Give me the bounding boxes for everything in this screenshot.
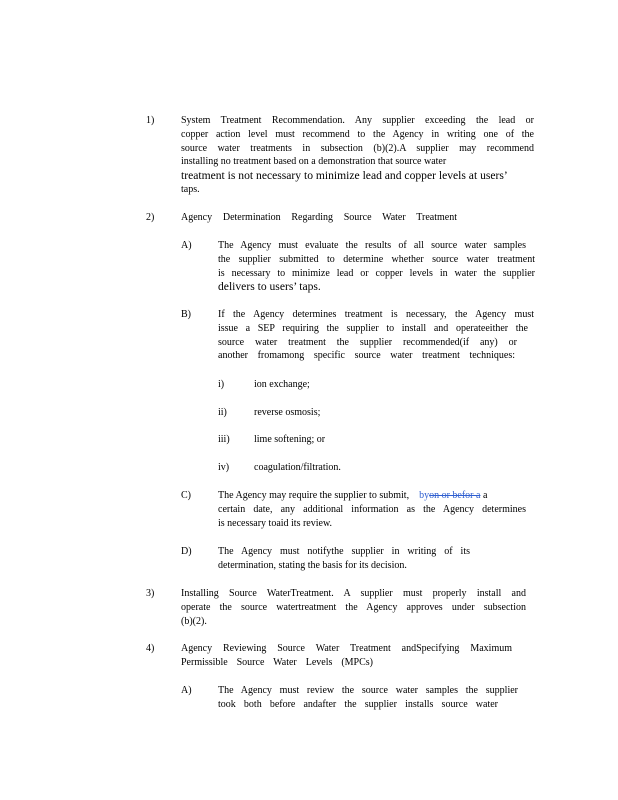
paragraph-text: The Agency may require the supplier to submit, <box>218 490 410 501</box>
item-number: C) <box>181 490 191 501</box>
item-number: 2) <box>146 212 155 223</box>
paragraph-line: Agency Reviewing Source Water Treatment andSpecifying Maximum <box>181 643 512 654</box>
paragraph-line <box>218 489 532 503</box>
paragraph-line: taps. <box>181 183 200 195</box>
paragraph-line: If the Agency determines treatment is necessary, the Agency must <box>218 309 534 320</box>
item-number: 1) <box>146 115 155 126</box>
paragraph-line: is necessary toaid its review. <box>218 517 333 529</box>
technique-item: reverse osmosis; <box>254 407 321 418</box>
paragraph-line: System Treatment Recommendation. Any supplier exceeding the lead or <box>181 115 534 126</box>
paragraph-agency-review-samples <box>218 684 518 712</box>
technique-item: coagulation/filtration. <box>254 462 341 473</box>
paragraph-agency-evaluate <box>218 239 535 294</box>
item-number: iv) <box>218 462 230 473</box>
paragraph-agency-reviewing <box>181 642 512 670</box>
paragraph-line: The Agency must notifythe supplier in writing of its <box>218 546 470 557</box>
technique-item: ion exchange; <box>254 379 310 390</box>
item-number: D) <box>181 546 192 557</box>
paragraph-line: another fromamong specific source water treatment techniques: <box>218 350 515 362</box>
paragraph-line: delivers to users’ taps. <box>218 280 321 294</box>
deleted-text: on or befor a <box>429 490 481 501</box>
paragraph-line: determination, stating the basis for its decision. <box>218 559 407 571</box>
item-number: B) <box>181 309 191 320</box>
paragraph-line: Permissible Source Water Levels (MPCs) <box>181 656 373 668</box>
item-number: A) <box>181 240 192 251</box>
paragraph-line: took both before andafter the supplier installs source water <box>218 698 498 710</box>
paragraph-line: source water treatment the supplier recommended(if any) or <box>218 336 517 348</box>
paragraph-agency-determines-treatment <box>218 308 534 363</box>
paragraph-line: (b)(2). <box>181 615 207 627</box>
item-number: A) <box>181 685 192 696</box>
paragraph-line: issue a SEP requiring the supplier to install and operateeither the <box>218 322 528 334</box>
paragraph-line: The Agency must review the source water samples the supplier <box>218 685 518 696</box>
paragraph-text: a <box>482 490 488 501</box>
paragraph-line: installing no treatment based on a demonstration that source water <box>181 156 447 168</box>
paragraph-line: is necessary to minimize lead or copper levels in water the supplier <box>218 267 535 279</box>
heading-line: Agency Determination Regarding Source Water Treatment <box>181 212 457 223</box>
paragraph-line: certain date, any additional information as the Agency determines <box>218 503 526 515</box>
technique-item: lime softening; or <box>254 434 326 445</box>
paragraph-line: the supplier submitted to determine whether source water treatment <box>218 253 535 265</box>
item-number: 3) <box>146 588 155 599</box>
paragraph-line: copper action level must recommend to the Agency in writing one of the <box>181 128 534 140</box>
paragraph-agency-notify <box>218 545 478 573</box>
item-number: iii) <box>218 434 230 445</box>
item-number: 4) <box>146 643 155 654</box>
item-number: i) <box>218 379 225 390</box>
inserted-text: by <box>419 490 430 501</box>
section-heading-agency-determination <box>181 211 457 225</box>
paragraph-agency-may-require <box>218 489 532 530</box>
paragraph-line: treatment is not necessary to minimize lead and copper levels at users’ <box>181 169 508 183</box>
item-number: ii) <box>218 407 227 418</box>
paragraph-installing-source-water-treatment <box>181 587 526 628</box>
paragraph-line: source water treatments in subsection (b)(2).A supplier may recommend <box>181 142 534 154</box>
paragraph-line: Installing Source WaterTreatment. A supplier must properly install and <box>181 588 526 599</box>
paragraph-line: operate the source watertreatment the Agency approves under subsection <box>181 601 526 613</box>
paragraph-line: The Agency must evaluate the results of all source water samples <box>218 240 526 251</box>
paragraph-system-treatment-recommendation <box>181 114 534 197</box>
